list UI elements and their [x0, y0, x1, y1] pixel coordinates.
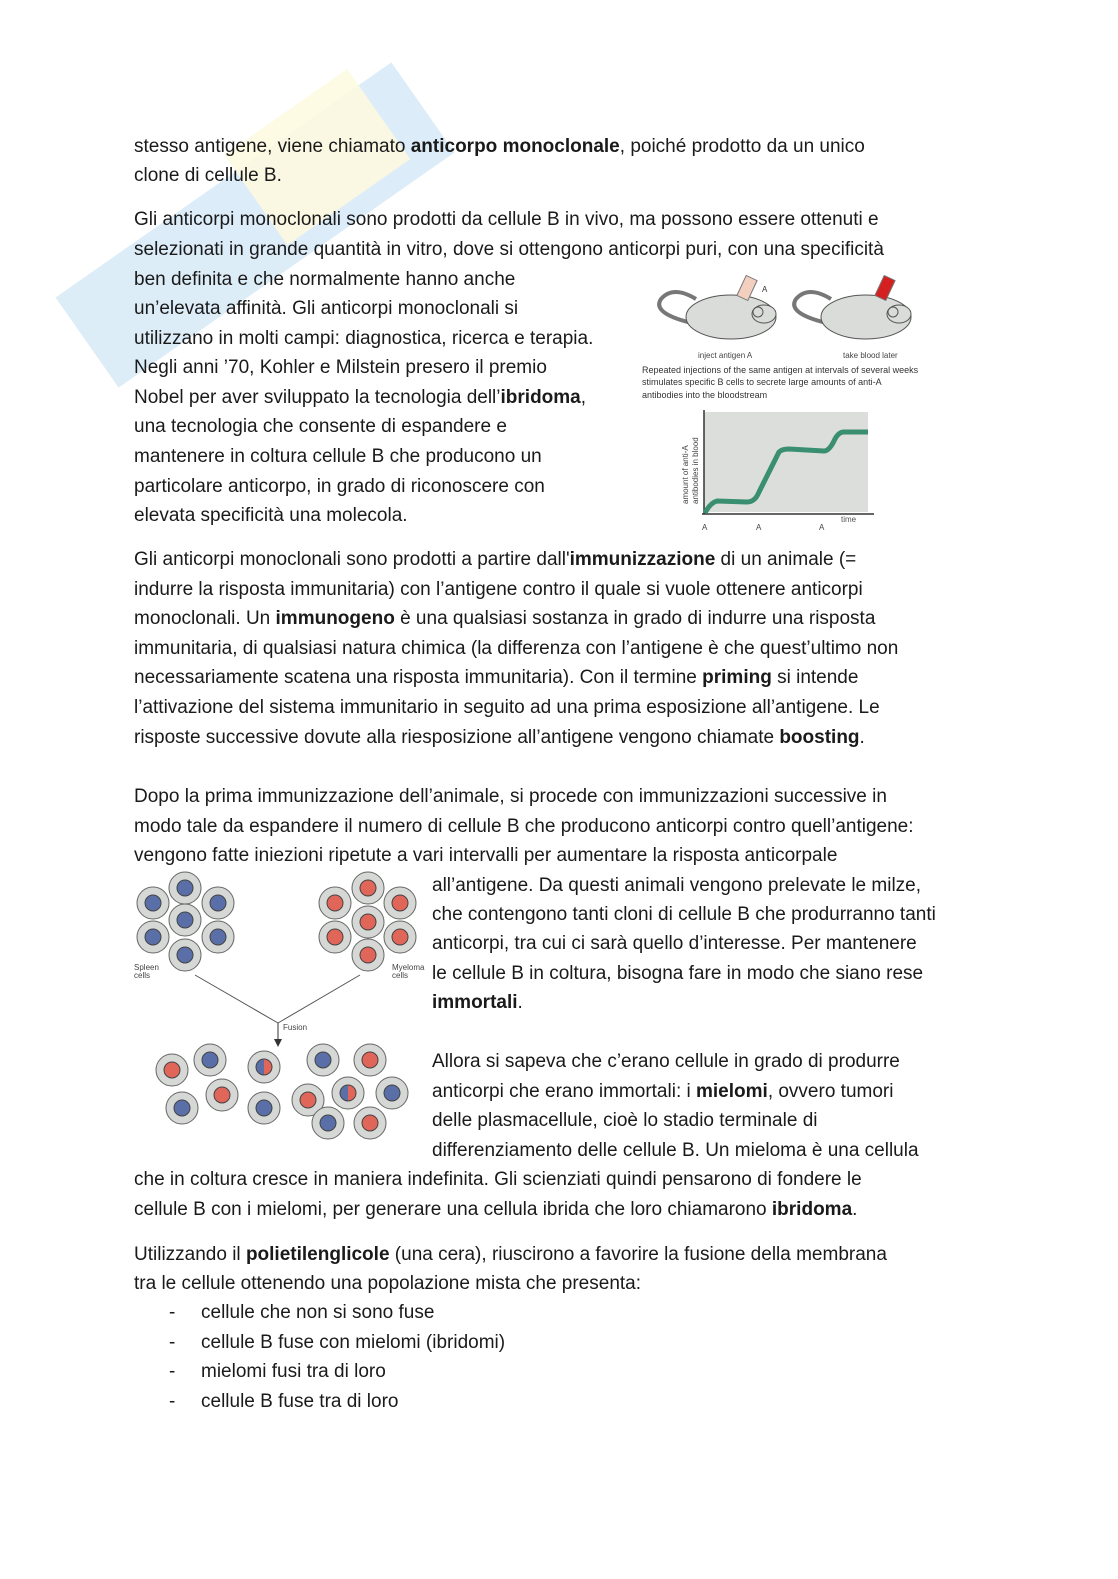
bold-term: immunogeno — [275, 608, 395, 629]
cell-nucleus — [256, 1100, 272, 1116]
text-segment: (una cera), riuscirono a favorire la fusione della membrana — [389, 1244, 887, 1265]
text-line — [134, 815, 914, 839]
text-line — [134, 666, 858, 690]
cell-nucleus — [362, 1115, 378, 1131]
text-segment: di un animale (= — [715, 549, 857, 570]
list-bullet: - — [169, 1390, 176, 1412]
list-item-text: cellule B fuse con mielomi (ibridomi) — [201, 1331, 506, 1353]
list-item — [134, 1360, 386, 1384]
text-segment: , poiché prodotto da un unico — [619, 136, 865, 157]
text-line — [134, 548, 856, 572]
text-segment: immunitaria, di qualsiasi natura chimica (la differenza con l’antigene è che quest’ultimo non — [134, 638, 899, 659]
text-segment: vengono fatte iniezioni ripetute a vari intervalli per aumentare la risposta anticorpale — [134, 845, 838, 866]
text-segment: stesso antigene, viene chiamato — [134, 136, 411, 157]
bold-term: polietilenglicole — [245, 1244, 390, 1265]
text-segment: ben definita e che normalmente hanno anche — [134, 269, 516, 290]
cell-nucleus — [360, 947, 376, 963]
cell-nucleus — [360, 914, 376, 930]
y-axis-label: antibodies in blood — [691, 437, 700, 504]
cell-nucleus — [392, 895, 408, 911]
text-line — [134, 696, 880, 720]
text-line — [134, 164, 282, 188]
text-segment: modo tale da espandere il numero di cellule B che producono anticorpi contro quell’antigene: — [134, 816, 914, 837]
text-segment: , — [580, 387, 587, 408]
list-bullet: - — [169, 1302, 176, 1323]
text-line — [134, 637, 898, 661]
text-segment: anticorpi, tra cui ci sarà quello d’interesse. Per mantenere — [432, 933, 917, 954]
text-segment: l’attivazione del sistema immunitario in seguito ad una prima esposizione all’antigene. Le — [134, 697, 880, 718]
text-segment: Gli anticorpi monoclonali sono prodotti da cellule B in vivo, ma possono essere ottenuti e — [134, 209, 879, 230]
text-segment: , ovvero tumori — [767, 1081, 894, 1102]
text-segment: . — [852, 1199, 858, 1220]
text-segment: particolare anticorpo, in grado di riconoscere con — [134, 476, 545, 497]
chart-plot-area — [704, 412, 868, 512]
text-line — [432, 991, 523, 1015]
text-line — [134, 268, 515, 292]
cell-nucleus — [392, 929, 408, 945]
bold-term: immortali — [432, 992, 518, 1013]
text-segment: clone di cellule B. — [134, 165, 282, 186]
syringe-label: A — [762, 285, 768, 294]
text-line — [134, 475, 545, 499]
cell-nucleus — [214, 1087, 230, 1103]
text-segment: che contengono tanti cloni di cellule B che produrranno tanti — [432, 904, 936, 925]
cell-nucleus — [164, 1062, 180, 1078]
text-line — [134, 135, 865, 159]
text-line — [134, 327, 593, 351]
bold-term: anticorpo monoclonale — [410, 136, 620, 157]
text-segment: necessariamente scatena una risposta immunitaria). Con il termine — [134, 667, 703, 688]
text-segment: tra le cellule ottenendo una popolazione mista che presenta: — [134, 1273, 642, 1294]
text-segment: anticorpi che erano immortali: i — [432, 1081, 696, 1102]
spleen-label: Spleen — [134, 963, 159, 972]
text-line — [134, 356, 547, 380]
cell-nucleus — [315, 1052, 331, 1068]
text-segment: cellule B con i mielomi, per generare una cellula ibrida che loro chiamarono — [134, 1199, 772, 1220]
text-segment: selezionati in grande quantità in vitro, dove si ottengono anticorpi puri, con una specificità — [134, 239, 884, 260]
cell-nucleus — [384, 1085, 400, 1101]
list-item — [134, 1301, 434, 1325]
spleen-label: cells — [134, 971, 151, 980]
cell-nucleus — [327, 929, 343, 945]
text-segment: si intende — [771, 667, 859, 688]
text-segment: monoclonali. Un — [134, 608, 276, 629]
text-segment: è una qualsiasi sostanza in grado di indurre una risposta — [394, 608, 876, 629]
text-line — [134, 1243, 887, 1267]
list-bullet: - — [169, 1361, 176, 1382]
list-item-text: cellule B fuse tra di loro — [201, 1390, 399, 1412]
text-segment: elevata specificità una molecola. — [134, 505, 408, 526]
text-line — [134, 1168, 862, 1192]
cell-nucleus — [145, 929, 161, 945]
text-line — [134, 297, 518, 321]
cell-nucleus — [256, 1059, 272, 1075]
text-line — [432, 1050, 900, 1074]
text-segment: Utilizzando il — [134, 1244, 246, 1265]
text-segment: le cellule B in coltura, bisogna fare in modo che siano rese — [432, 963, 924, 984]
cell-nucleus — [177, 947, 193, 963]
text-line — [432, 874, 921, 898]
bold-term: mielomi — [696, 1081, 768, 1102]
cell-nucleus — [362, 1052, 378, 1068]
bold-term: ibridoma — [500, 387, 581, 408]
cell-nucleus — [174, 1100, 190, 1116]
cell-nucleus — [360, 880, 376, 896]
text-line — [134, 1272, 641, 1296]
text-line — [134, 726, 865, 750]
text-segment: Dopo la prima immunizzazione dell’animale, si procede con immunizzazioni successive in — [134, 786, 887, 807]
injection-label: A — [756, 523, 762, 532]
text-segment: . — [859, 727, 865, 748]
text-line — [134, 578, 863, 602]
y-axis-label: amount of anti-A — [681, 445, 690, 504]
text-line — [134, 415, 507, 439]
list-item — [134, 1390, 399, 1414]
list-bullet: - — [169, 1331, 176, 1353]
text-line — [432, 1080, 893, 1104]
text-line — [134, 386, 586, 410]
cell-nucleus — [300, 1092, 316, 1108]
text-segment: indurre la risposta immunitaria) con l’antigene contro il quale si vuole ottenere anticorpi — [134, 579, 863, 600]
text-line — [134, 445, 542, 469]
cell-nucleus — [210, 895, 226, 911]
fusion-arrow — [274, 1039, 282, 1047]
text-line — [134, 238, 884, 262]
text-segment: Negli anni ’70, Kohler e Milstein presero il premio — [134, 357, 547, 378]
text-segment: Allora si sapeva che c’erano cellule in grado di produrre — [432, 1051, 900, 1072]
bold-term: priming — [702, 667, 772, 688]
text-line — [134, 208, 879, 232]
text-segment: mantenere in coltura cellule B che producono un — [134, 446, 542, 467]
cell-nucleus — [340, 1085, 356, 1101]
text-segment: . — [517, 992, 523, 1013]
text-segment: Nobel per aver sviluppato la tecnologia dell’ — [134, 387, 501, 408]
text-line — [134, 504, 408, 528]
bold-term: ibridoma — [771, 1199, 853, 1220]
text-segment: delle plasmacellule, cioè lo stadio terminale di — [432, 1110, 818, 1131]
text-line — [134, 1198, 857, 1222]
list-item-text: mielomi fusi tra di loro — [201, 1361, 386, 1382]
list-item-text: cellule che non si sono fuse — [201, 1302, 435, 1323]
text-line — [134, 785, 887, 809]
bold-term: immunizzazione — [569, 549, 716, 570]
cell-nucleus — [202, 1052, 218, 1068]
cell-nucleus — [177, 912, 193, 928]
cell-nucleus — [145, 895, 161, 911]
cell-nucleus — [327, 895, 343, 911]
myeloma-label: Myeloma — [392, 963, 425, 972]
caption-right: take blood later — [843, 351, 898, 360]
caption-left: inject antigen A — [698, 351, 753, 360]
mouse-left-illustration — [659, 275, 776, 339]
text-segment: risposte successive dovute alla riesposizione all’antigene vengono chiamate — [134, 727, 780, 748]
text-line — [134, 607, 875, 631]
text-line — [432, 932, 917, 956]
fusion-label: Fusion — [283, 1023, 308, 1032]
bold-term: boosting — [779, 727, 860, 748]
text-segment: che in coltura cresce in maniera indefinita. Gli scienziati quindi pensarono di fondere le — [134, 1169, 862, 1190]
text-line — [432, 903, 936, 927]
injection-label: A — [702, 523, 708, 532]
myeloma-label: cells — [392, 971, 409, 980]
x-axis-label: time — [841, 515, 857, 524]
caption-line: Repeated injections of the same antigen at intervals of several weeks — [642, 365, 919, 375]
cell-fusion-figure — [130, 865, 430, 1145]
cell-nucleus — [177, 880, 193, 896]
list-item — [134, 1331, 505, 1355]
text-segment: Gli anticorpi monoclonali sono prodotti a partire dall' — [134, 549, 570, 570]
text-line — [432, 1109, 817, 1133]
caption-line: antibodies into the bloodstream — [642, 390, 768, 400]
text-segment: una tecnologia che consente di espandere e — [134, 416, 507, 437]
immunization-figure — [636, 272, 976, 537]
text-line — [432, 962, 923, 986]
injection-label: A — [819, 523, 825, 532]
text-line — [432, 1139, 919, 1163]
cell-nucleus — [210, 929, 226, 945]
text-segment: un’elevata affinità. Gli anticorpi monoclonali si — [134, 298, 519, 319]
text-segment: differenziamento delle cellule B. Un mieloma è una cellula — [432, 1140, 919, 1161]
mouse-right-illustration — [794, 275, 911, 339]
cell-nucleus — [320, 1115, 336, 1131]
caption-line: stimulates specific B cells to secrete large amounts of anti-A — [642, 377, 882, 387]
text-segment: utilizzano in molti campi: diagnostica, ricerca e terapia. — [134, 328, 594, 349]
text-segment: all’antigene. Da questi animali vengono prelevate le milze, — [432, 875, 922, 896]
